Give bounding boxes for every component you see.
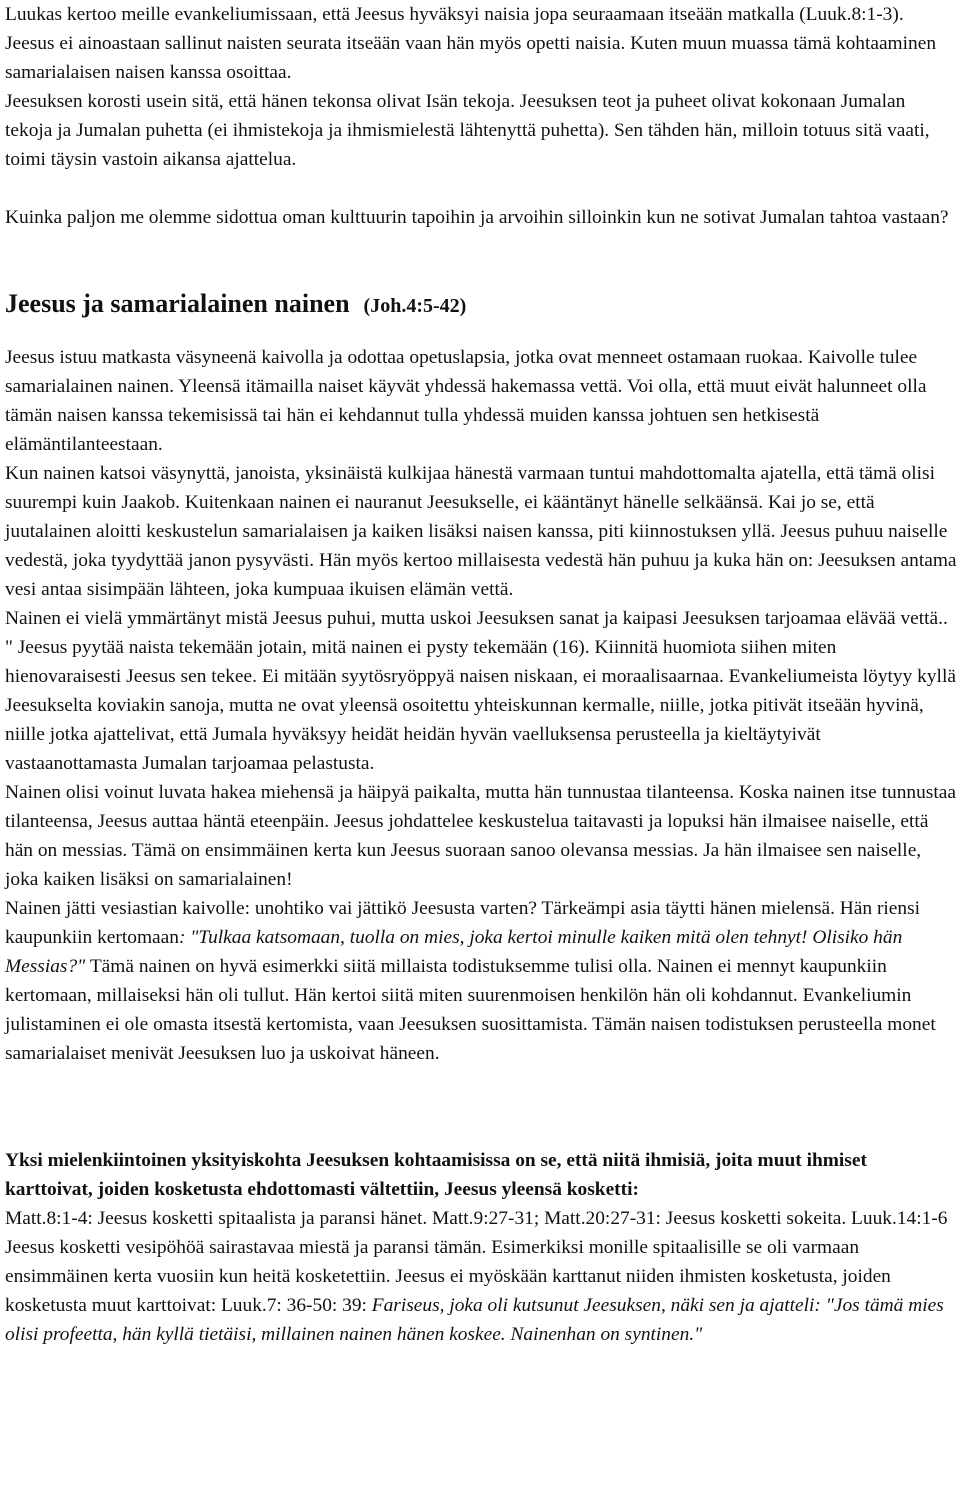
detail-quote: Fariseus, joka oli kutsunut Jeesuksen, näki sen ja ajatteli: "Jos tämä mies olisi profeetta, hän kyllä tietäisi, millainen nainen hänen koskee. Nainenhan on syntinen." xyxy=(5,1295,944,1345)
body-paragraph-2: Kun nainen katsoi väsynyttä, janoista, yksinäistä kulkijaa hänestä varmaan tuntui mahdottomalta ajatella, että tämä olisi suurempi kuin Jaakob. Kuitenkaan nainen ei nauranut Jeesukselle, ei kääntänyt hänelle selkäänsä. Kai jo se, että juutalainen aloitti keskustelun samarialaisen ja kaiken lisäksi naisen kanssa, piti kiinnostuksen yllä. Jeesus puhuu naiselle vedestä, joka tyydyttää janon pysyvästi. Hän myös kertoo millaisesta vedestä hän puhuu ja kuka hän on: Jeesuksen antama vesi antaa sisimpään lähteen, joka kumpuaa ikuisen elämän vettä. xyxy=(5,463,957,600)
detail-text: Matt.8:1-4: Jeesus kosketti spitaalista ja paransi hänet. Matt.9:27-31; Matt.20:27-31: Jeesus kosketti sokeita. Luuk.14:1-6 Jeesus kosketti vesipöhöä sairastavaa miestä ja paransi tämän. Esimerkiksi monille spitaalisille se oli varmaan ensimmäinen kerta vuosiin kun heitä kosketettiin. Jeesus ei myöskään karttanut niiden ihmisten kosketusta, joiden kosketusta muut karttoivat: Luuk.7: 36-50: 39: xyxy=(5,1208,948,1316)
spacer xyxy=(5,232,957,287)
intro-paragraph-2: Kuinka paljon me olemme sidottua oman kulttuurin tapoihin ja arvoihin silloinkin kun ne sotivat Jumalan tahtoa vastaan? xyxy=(5,207,949,228)
body-paragraph-4: Nainen olisi voinut luvata hakea miehensä ja häipyä paikalta, mutta hän tunnustaa tilanteensa. Koska nainen itse tunnustaa tilanteensa, Jeesus auttaa häntä eteenpäin. Jeesus johdattelee keskustelua taitavasti ja lopuksi hän ilmaisee naiselle, että hän on messias. Tämä on ensimmäinen kerta kun Jeesus suoraan sanoo olevansa messias. Ja hän ilmaisee sen naiselle, joka kaiken lisäksi on samarialainen! xyxy=(5,782,956,890)
detail-bold-intro: Yksi mielenkiintoinen yksityiskohta Jeesuksen kohtaamisissa on se, että niitä ihmisiä, joita muut ihmiset karttoivat, joiden kosketusta ehdottomasti vältettiin, Jeesus yleensä kosketti: xyxy=(5,1150,867,1200)
body-paragraph-1: Jeesus istuu matkasta väsyneenä kaivolla ja odottaa opetuslapsia, jotka ovat menneet ostamaan ruokaa. Kaivolle tulee samarialainen nainen. Yleensä itämailla naiset käyvät yhdessä hakemassa vettä. Voi olla, että muut eivät halunneet olla tämän naisen kanssa tekemisissä tai hän ei kehdannut tulla yhdessä muiden kanssa johtuen sen hetkisestä elämäntilanteestaan. xyxy=(5,347,927,455)
section-title: Jeesus ja samarialainen nainen xyxy=(5,289,350,318)
body-paragraph-3: Nainen ei vielä ymmärtänyt mistä Jeesus puhui, mutta uskoi Jeesuksen sanat ja kaipasi Jeesuksen tarjoamaa elävää vettä.. " Jeesus pyytää naista tekemään jotain, mitä nainen ei pysty tekemään (16). Kiinnitä huomiota siihen miten hienovaraisesti Jeesus sen tekee. Ei mitään syytösryöppyä naisen niskaan, ei moraalisaarnaa. Evankeliumeista löytyy kyllä Jeesukselta koviakin sanoja, mutta ne ovat yleensä osoitettu yhteiskunnan kermalle, niille, jotka pitivät itseään hyvinä, niille jotka ajattelivat, että Jumala hyväksyy heidät heidän hyvän vaelluksensa perusteella ja kieltäytyivät vastaanottamasta Jumalan tarjoamaa pelastusta. xyxy=(5,608,956,774)
intro-paragraph-1 xyxy=(5,0,957,174)
intro-text-1a: Luukas kertoo meille evankeliumissaan, että Jeesus hyväksyi naisia jopa seuraamaan itseään matkalla (Luuk.8:1-3). Jeesus ei ainoastaan sallinut naisten seurata itseään vaan hän myös opetti naisia. Kuten muun muassa tämä kohtaaminen samarialaisen naisen kanssa osoittaa. xyxy=(5,4,937,83)
spacer xyxy=(5,323,957,343)
section-heading xyxy=(5,287,957,323)
spacer xyxy=(5,1068,957,1146)
document-page xyxy=(5,0,957,1349)
section-reference: (Joh.4:5-42) xyxy=(363,295,467,317)
body-paragraph-5-quote: : "Tulkaa katsomaan, tuolla on mies, joka kertoi minulle kaiken mitä olen tehnyt! Olisiko hän Messias?" xyxy=(5,927,903,977)
detail-paragraph xyxy=(5,1146,957,1349)
intro-text-1b: Jeesuksen korosti usein sitä, että hänen tekonsa olivat Isän tekoja. Jeesuksen teot ja puheet olivat kokonaan Jumalan tekoja ja Jumalan puhetta (ei ihmistekoja ja ihmismielestä lähtenyttä puhetta). Sen tähden hän, milloin totuus sitä vaati, toimi täysin vastoin aikansa ajattelua. xyxy=(5,91,930,170)
spacer xyxy=(5,174,957,203)
body-paragraph-5-end: Tämä nainen on hyvä esimerkki siitä millaista todistuksemme tulisi olla. Nainen ei mennyt kaupunkiin kertomaan, millaiseksi hän oli tullut. Hän kertoi siitä miten suurenmoisen henkilön hän oli kohdannut. Evankeliumin julistaminen ei ole omasta itsestä kertomista, vaan Jeesuksen suosittamista. Tämän naisen todistuksen perusteella monet samarialaiset menivät Jeesuksen luo ja uskoivat häneen. xyxy=(5,956,936,1064)
body-paragraph-5-start: Nainen jätti vesiastian kaivolle: unohtiko vai jättikö Jeesusta varten? Tärkeämpi asia täytti hänen mielensä. Hän riensi kaupunkiin kertomaan xyxy=(5,898,921,948)
body-paragraph-5 xyxy=(5,894,957,1068)
